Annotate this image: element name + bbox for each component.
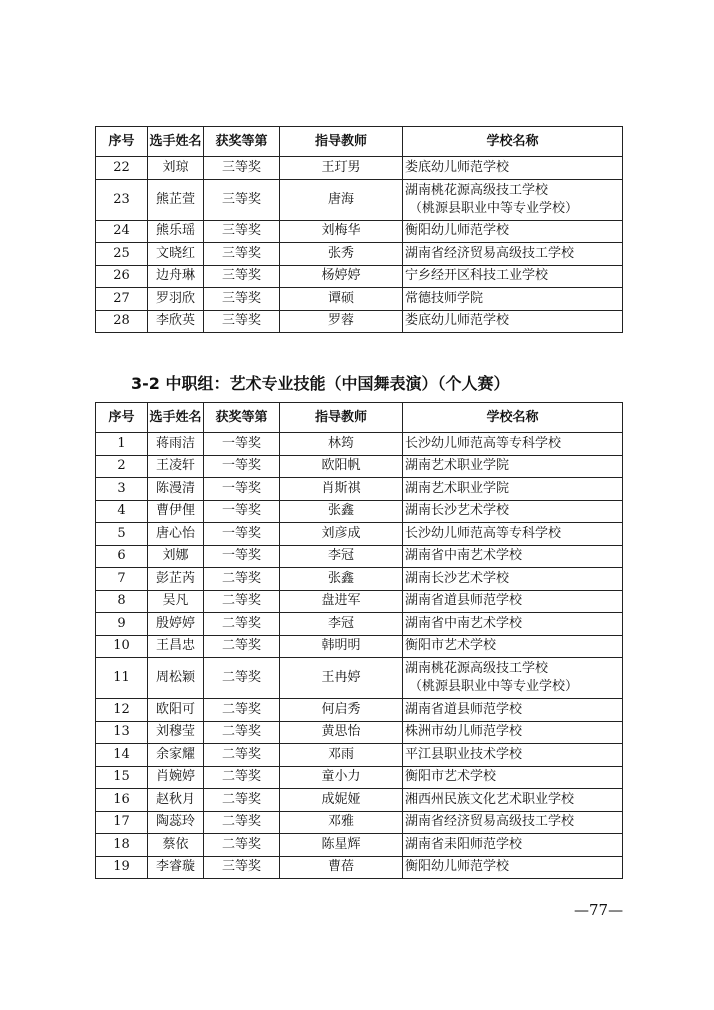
- cell-school: [403, 613, 623, 636]
- cell-school: [403, 500, 623, 523]
- school-name-line: 湖南省道县师范学校: [405, 593, 523, 609]
- cell-school: [403, 243, 623, 266]
- school-name-line: 常德技师学院: [405, 290, 484, 306]
- cell-no: 5: [96, 523, 148, 546]
- cell-no: 19: [96, 856, 148, 879]
- table-row: [96, 721, 623, 744]
- school-name-line: 衡阳市艺术学校: [405, 769, 497, 785]
- cell-name: 曹伊俚: [148, 500, 204, 523]
- cell-teacher: 谭硕: [280, 288, 403, 311]
- school-name-line: 湖南艺术职业学院: [405, 458, 510, 474]
- table-row: [96, 157, 623, 180]
- cell-name: 殷婷婷: [148, 613, 204, 636]
- cell-no: 9: [96, 613, 148, 636]
- cell-teacher: 邓雅: [280, 811, 403, 834]
- cell-no: 26: [96, 265, 148, 288]
- header-teacher: 指导教师: [280, 127, 403, 157]
- cell-school: [403, 433, 623, 456]
- cell-school: [403, 635, 623, 658]
- school-name-line: 长沙幼儿师范高等专科学校: [405, 435, 562, 451]
- table-row: [96, 613, 623, 636]
- cell-teacher: 欧阳帆: [280, 455, 403, 478]
- table-row: [96, 265, 623, 288]
- cell-name: 肖婉婷: [148, 766, 204, 789]
- cell-award: 一等奖: [204, 455, 280, 478]
- cell-award: 二等奖: [204, 744, 280, 767]
- cell-award: 三等奖: [204, 310, 280, 333]
- cell-teacher: 邓雨: [280, 744, 403, 767]
- cell-award: 二等奖: [204, 635, 280, 658]
- school-name-line: 湖南长沙艺术学校: [405, 570, 510, 586]
- section-title: 3-2 中职组：艺术专业技能（中国舞表演）（个人赛）: [131, 374, 510, 393]
- table-row: [96, 478, 623, 501]
- table-header-row: [96, 127, 623, 157]
- table-row: [96, 243, 623, 266]
- table-header-row: [96, 403, 623, 433]
- school-name-line: （桃源县职业中等专业学校）: [409, 679, 579, 694]
- cell-name: 李欣英: [148, 310, 204, 333]
- cell-no: 8: [96, 590, 148, 613]
- results-table-continued: [95, 126, 623, 333]
- school-name-line: 衡阳市艺术学校: [405, 638, 497, 654]
- cell-teacher: 童小力: [280, 766, 403, 789]
- cell-name: 吴凡: [148, 590, 204, 613]
- cell-award: 二等奖: [204, 699, 280, 722]
- school-name-line: 湖南省耒阳师范学校: [405, 836, 523, 852]
- cell-school: [403, 699, 623, 722]
- cell-no: 16: [96, 789, 148, 812]
- school-name-line: 衡阳幼儿师范学校: [405, 859, 510, 875]
- cell-school: [403, 856, 623, 879]
- cell-award: 三等奖: [204, 288, 280, 311]
- cell-no: 10: [96, 635, 148, 658]
- cell-no: 28: [96, 310, 148, 333]
- cell-school: [403, 265, 623, 288]
- table-row: [96, 744, 623, 767]
- school-name-line: 湖南省经济贸易高级技工学校: [405, 814, 575, 830]
- table-row: [96, 635, 623, 658]
- table-row: [96, 766, 623, 789]
- cell-school: [403, 721, 623, 744]
- cell-award: 一等奖: [204, 433, 280, 456]
- cell-name: 余家耀: [148, 744, 204, 767]
- table-row: [96, 856, 623, 879]
- table-row: [96, 310, 623, 333]
- table-row: [96, 288, 623, 311]
- page-number: —77—: [574, 901, 624, 919]
- cell-award: 一等奖: [204, 545, 280, 568]
- cell-award: 二等奖: [204, 613, 280, 636]
- school-name-line: （桃源县职业中等专业学校）: [409, 200, 579, 216]
- table-row: [96, 590, 623, 613]
- results-table-chinese-dance: [95, 402, 623, 879]
- cell-award: 二等奖: [204, 834, 280, 857]
- cell-award: 二等奖: [204, 590, 280, 613]
- cell-award: 二等奖: [204, 789, 280, 812]
- school-name-line: 娄底幼儿师范学校: [405, 159, 510, 175]
- school-name-line: 平江县职业技术学校: [405, 746, 523, 762]
- cell-name: 欧阳可: [148, 699, 204, 722]
- cell-name: 彭芷芮: [148, 568, 204, 591]
- cell-award: 二等奖: [204, 658, 280, 699]
- cell-name: 刘穆莹: [148, 721, 204, 744]
- cell-award: 三等奖: [204, 265, 280, 288]
- cell-teacher: 李冠: [280, 613, 403, 636]
- cell-award: 二等奖: [204, 811, 280, 834]
- cell-teacher: 黄思怡: [280, 721, 403, 744]
- cell-school: [403, 568, 623, 591]
- cell-no: 17: [96, 811, 148, 834]
- cell-name: 陈漫清: [148, 478, 204, 501]
- cell-name: 唐心怡: [148, 523, 204, 546]
- cell-no: 27: [96, 288, 148, 311]
- cell-school: [403, 834, 623, 857]
- cell-name: 王昌忠: [148, 635, 204, 658]
- school-name-line: 株洲市幼儿师范学校: [405, 724, 523, 740]
- cell-no: 23: [96, 179, 148, 220]
- cell-school: [403, 179, 623, 220]
- cell-school: [403, 811, 623, 834]
- cell-award: 三等奖: [204, 220, 280, 243]
- cell-name: 刘娜: [148, 545, 204, 568]
- cell-name: 蒋雨洁: [148, 433, 204, 456]
- table-row: [96, 834, 623, 857]
- cell-teacher: 何启秀: [280, 699, 403, 722]
- table-row: [96, 433, 623, 456]
- header-school: 学校名称: [403, 403, 623, 433]
- cell-award: 一等奖: [204, 478, 280, 501]
- cell-award: 三等奖: [204, 856, 280, 879]
- cell-award: 二等奖: [204, 568, 280, 591]
- table-row: [96, 500, 623, 523]
- cell-teacher: 李冠: [280, 545, 403, 568]
- cell-teacher: 肖斯祺: [280, 478, 403, 501]
- school-name-line: 湖南桃花源高级技工学校: [405, 182, 549, 198]
- cell-no: 25: [96, 243, 148, 266]
- school-name-line: 宁乡经开区科技工业学校: [405, 268, 549, 284]
- cell-school: [403, 478, 623, 501]
- cell-teacher: 林筠: [280, 433, 403, 456]
- cell-teacher: 张秀: [280, 243, 403, 266]
- header-name: 选手姓名: [148, 127, 204, 157]
- cell-teacher: 陈星辉: [280, 834, 403, 857]
- cell-no: 3: [96, 478, 148, 501]
- cell-school: [403, 658, 623, 699]
- header-no: 序号: [96, 403, 148, 433]
- cell-no: 12: [96, 699, 148, 722]
- school-name-line: 湖南桃花源高级技工学校: [405, 661, 549, 676]
- school-name-line: 湖南省道县师范学校: [405, 701, 523, 717]
- cell-teacher: 杨婷婷: [280, 265, 403, 288]
- cell-school: [403, 310, 623, 333]
- cell-name: 赵秋月: [148, 789, 204, 812]
- school-name-line: 湖南省经济贸易高级技工学校: [405, 245, 575, 261]
- school-name-line: 长沙幼儿师范高等专科学校: [405, 525, 562, 541]
- cell-name: 边舟琳: [148, 265, 204, 288]
- cell-award: 一等奖: [204, 500, 280, 523]
- cell-no: 11: [96, 658, 148, 699]
- school-name-line: 湖南艺术职业学院: [405, 480, 510, 496]
- cell-school: [403, 590, 623, 613]
- cell-name: 刘琼: [148, 157, 204, 180]
- school-name-line: 湖南省中南艺术学校: [405, 548, 523, 564]
- cell-teacher: 王玎男: [280, 157, 403, 180]
- cell-award: 二等奖: [204, 721, 280, 744]
- cell-name: 陶蕊玲: [148, 811, 204, 834]
- cell-no: 24: [96, 220, 148, 243]
- cell-school: [403, 545, 623, 568]
- cell-no: 15: [96, 766, 148, 789]
- cell-no: 13: [96, 721, 148, 744]
- cell-school: [403, 766, 623, 789]
- table-row: [96, 179, 623, 220]
- cell-award: 三等奖: [204, 243, 280, 266]
- table-row: [96, 811, 623, 834]
- cell-no: 14: [96, 744, 148, 767]
- cell-teacher: 曹蓓: [280, 856, 403, 879]
- header-award: 获奖等第: [204, 127, 280, 157]
- cell-name: 周松颖: [148, 658, 204, 699]
- cell-name: 熊芷萱: [148, 179, 204, 220]
- cell-name: 蔡依: [148, 834, 204, 857]
- cell-teacher: 成妮娅: [280, 789, 403, 812]
- cell-teacher: 王冉婷: [280, 658, 403, 699]
- school-name-line: 娄底幼儿师范学校: [405, 313, 510, 329]
- cell-award: 二等奖: [204, 766, 280, 789]
- cell-no: 7: [96, 568, 148, 591]
- header-name: 选手姓名: [148, 403, 204, 433]
- school-name-line: 衡阳幼儿师范学校: [405, 223, 510, 239]
- cell-teacher: 罗蓉: [280, 310, 403, 333]
- cell-teacher: 张鑫: [280, 568, 403, 591]
- table-row: [96, 220, 623, 243]
- cell-teacher: 盘进军: [280, 590, 403, 613]
- cell-teacher: 刘彦成: [280, 523, 403, 546]
- cell-school: [403, 789, 623, 812]
- cell-no: 6: [96, 545, 148, 568]
- cell-award: 一等奖: [204, 523, 280, 546]
- cell-name: 熊乐瑶: [148, 220, 204, 243]
- header-school: 学校名称: [403, 127, 623, 157]
- cell-school: [403, 523, 623, 546]
- cell-award: 三等奖: [204, 157, 280, 180]
- cell-name: 李睿璇: [148, 856, 204, 879]
- cell-no: 2: [96, 455, 148, 478]
- table-row: [96, 455, 623, 478]
- table-row: [96, 568, 623, 591]
- cell-no: 1: [96, 433, 148, 456]
- cell-name: 文晓红: [148, 243, 204, 266]
- table-row: [96, 523, 623, 546]
- cell-teacher: 刘梅华: [280, 220, 403, 243]
- table-row: [96, 699, 623, 722]
- table-row: [96, 789, 623, 812]
- cell-teacher: 张鑫: [280, 500, 403, 523]
- cell-school: [403, 220, 623, 243]
- header-no: 序号: [96, 127, 148, 157]
- cell-award: 三等奖: [204, 179, 280, 220]
- school-name-line: 湖南长沙艺术学校: [405, 503, 510, 519]
- cell-no: 18: [96, 834, 148, 857]
- cell-teacher: 韩明明: [280, 635, 403, 658]
- school-name-line: 湘西州民族文化艺术职业学校: [405, 791, 575, 807]
- header-teacher: 指导教师: [280, 403, 403, 433]
- cell-school: [403, 288, 623, 311]
- cell-school: [403, 455, 623, 478]
- school-name-line: 湖南省中南艺术学校: [405, 615, 523, 631]
- cell-teacher: 唐海: [280, 179, 403, 220]
- cell-no: 4: [96, 500, 148, 523]
- cell-school: [403, 157, 623, 180]
- cell-no: 22: [96, 157, 148, 180]
- cell-name: 王凌轩: [148, 455, 204, 478]
- header-award: 获奖等第: [204, 403, 280, 433]
- cell-school: [403, 744, 623, 767]
- table-row: [96, 545, 623, 568]
- table-row: [96, 658, 623, 699]
- cell-name: 罗羽欣: [148, 288, 204, 311]
